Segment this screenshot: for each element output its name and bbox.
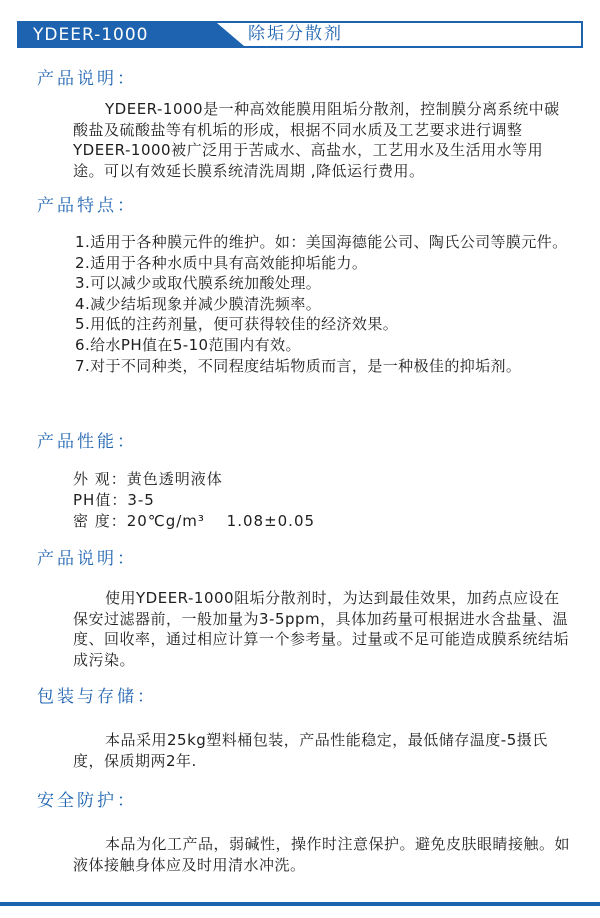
- product-name: 除垢分散剂: [248, 24, 343, 44]
- features-list: [75, 232, 575, 376]
- section-title-performance: 产品性能：: [37, 432, 137, 452]
- section-title-features: 产品特点：: [37, 196, 137, 216]
- footer-divider: [0, 902, 600, 906]
- feature-item: 7.对于不同种类，不同程度结垢物质而言，是一种极佳的抑垢剂。: [75, 356, 522, 375]
- spec-density: 密 度：20℃g/m³ 1.08±0.05: [73, 512, 316, 530]
- section-title-packaging: 包装与存储：: [37, 687, 157, 707]
- feature-item: 6.给水PH值在5-10范围内有效。: [75, 335, 301, 354]
- feature-item: 4.减少结垢现象并减少膜清洗频率。: [75, 294, 322, 313]
- section-title-usage: 产品说明：: [37, 549, 137, 569]
- feature-item: 3.可以减少或取代膜系统加酸处理。: [75, 274, 322, 293]
- spec-appearance: 外 观：黄色透明液体: [73, 470, 223, 488]
- description-text: YDEER-1000是一种高效能膜用阻垢分散剂，控制膜分离系统中碳酸盐及硫酸盐等有机垢的形成，根据不同水质及工艺要求进行调整YDEER-1000被广泛用于苦咸水、高盐水，工艺用水及生活用水等用途。可以有效延长膜系统清洗周期 ,降低运行费用。: [73, 100, 560, 180]
- section-title-safety: 安全防护：: [37, 791, 137, 811]
- usage-text: 使用YDEER-1000阻垢分散剂时，为达到最佳效果，加药点应设在保安过滤器前，一般加量为3-5ppm，具体加药量可根据进水含盐量、温度、回收率，通过相应计算一个参考量。过量或不足可能造成膜系统结垢成污染。: [73, 589, 570, 669]
- spec-ph: PH值：3-5: [73, 491, 155, 509]
- section-title-description: 产品说明：: [37, 69, 137, 89]
- feature-item: 5.用低的注药剂量，便可获得较佳的经济效果。: [75, 315, 399, 334]
- packaging-text: 本品采用25kg塑料桶包装，产品性能稳定，最低储存温度-5摄氏度，保质期两2年.: [73, 731, 548, 770]
- safety-text: 本品为化工产品，弱碱性，操作时注意保护。避免皮肤眼睛接触。如液体接触身体应及时用清水冲洗。: [73, 835, 571, 874]
- model-number: YDEER-1000: [33, 25, 149, 45]
- title-banner: [17, 21, 583, 48]
- feature-item: 2.适用于各种水质中具有高效能抑垢能力。: [75, 253, 368, 272]
- feature-item: 1.适用于各种膜元件的维护。如：美国海德能公司、陶氏公司等膜元件。: [75, 233, 568, 251]
